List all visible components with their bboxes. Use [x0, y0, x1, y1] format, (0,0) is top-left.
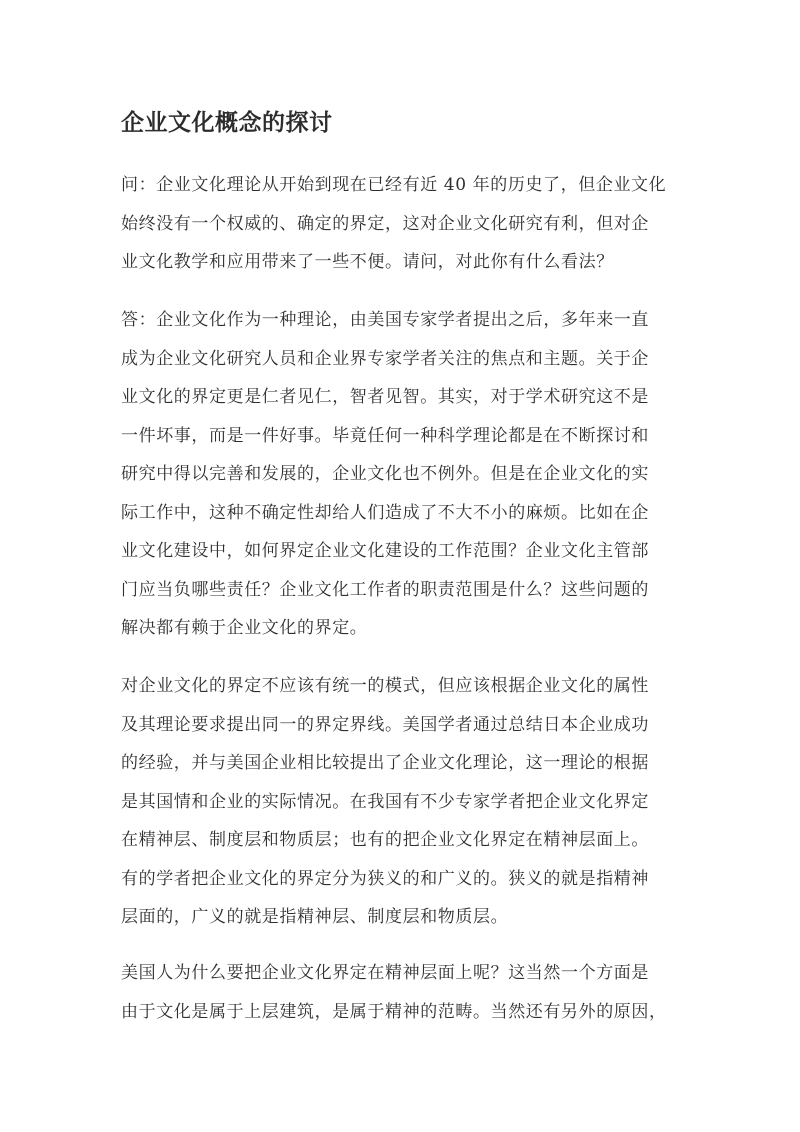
- paragraph-question: [121, 166, 666, 282]
- text-line: 际工作中，这种不确定性却给人们造成了不大不小的麻烦。比如在企: [121, 502, 649, 523]
- text-line: 研究中得以完善和发展的，企业文化也不例外。但是在企业文化的实: [121, 464, 649, 484]
- text-line: 层面的，广义的就是指精神层、制度层和物质层。: [121, 907, 509, 927]
- text-line: 问：企业文化理论从开始到现在已经有近 40 年的历史了，但企业文化: [121, 175, 667, 195]
- text-line: 业文化教学和应用带来了一些不便。请问，对此你有什么看法？: [121, 252, 614, 272]
- text-line: 的经验，并与美国企业相比较提出了企业文化理论，这一理论的根据: [121, 753, 649, 773]
- paragraph-answer: [121, 301, 649, 648]
- text-line: 一件坏事，而是一件好事。毕竟任何一种科学理论都是在不断探讨和: [121, 425, 649, 446]
- text-line: 业文化建设中，如何界定企业文化建设的工作范围？企业文化主管部: [121, 541, 649, 561]
- text-line: 门应当负哪些责任？企业文化工作者的职责范围是什么？这些问题的: [121, 579, 649, 600]
- paragraph-definition: [121, 667, 649, 937]
- text-line: 及其理论要求提出同一的界定界线。美国学者通过总结日本企业成功: [121, 714, 649, 735]
- text-line: 业文化的界定更是仁者见仁，智者见智。其实，对于学术研究这不是: [121, 387, 649, 407]
- text-line: 美国人为什么要把企业文化界定在精神层面上呢？这当然一个方面是: [121, 963, 649, 983]
- text-line: 成为企业文化研究人员和企业界专家学者关注的焦点和主题。关于企: [121, 348, 649, 369]
- text-line: 是其国情和企业的实际情况。在我国有不少专家学者把企业文化界定: [121, 791, 649, 812]
- paragraph-american-view: [121, 954, 667, 1031]
- text-line: 答：企业文化作为一种理论，由美国专家学者提出之后，多年来一直: [121, 310, 649, 330]
- document-title: 企业文化概念的探讨: [121, 110, 333, 136]
- text-line: 有的学者把企业文化的界定分为狭义的和广义的。狭义的就是指精神: [121, 868, 649, 889]
- text-line: 解决都有赖于企业文化的界定。: [121, 618, 368, 638]
- text-line: 在精神层、制度层和物质层；也有的把企业文化界定在精神层面上。: [121, 830, 649, 850]
- text-line: 对企业文化的界定不应该有统一的模式，但应该根据企业文化的属性: [121, 676, 649, 696]
- text-line: 始终没有一个权威的、确定的界定，这对企业文化研究有利，但对企: [121, 213, 649, 234]
- text-line: 由于文化是属于上层建筑，是属于精神的范畴。当然还有另外的原因，: [121, 1001, 667, 1022]
